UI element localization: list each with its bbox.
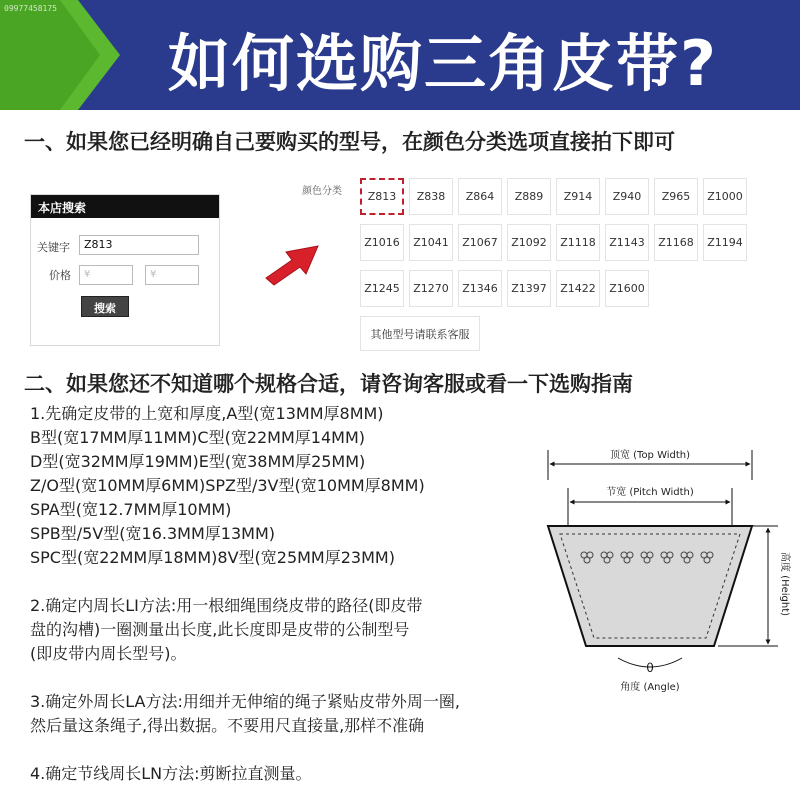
color-category-label: 颜色分类 [302,186,342,197]
guide-line: (即皮带内周长型号)。 [30,644,187,663]
color-option[interactable]: Z1194 [703,224,747,261]
section-2-heading: 二、如果您还不知道哪个规格合适，请咨询客服或看一下选购指南 [24,372,633,396]
guide-spacer [30,570,530,594]
price-min-input[interactable]: ¥ [79,265,133,285]
watermark-text: 09977458175 [4,4,57,13]
color-option[interactable]: Z1397 [507,270,551,307]
price-label: 价格 [49,269,71,282]
pitch-width-label: 节宽 (Pitch Width) [606,487,694,498]
color-option[interactable]: Z1168 [654,224,698,261]
color-option[interactable]: Z1000 [703,178,747,215]
angle-label: 角度 (Angle) [620,682,680,693]
guide-line: SPC型(宽22MM厚18MM)8V型(宽25MM厚23MM) [30,548,395,567]
guide-line: 1.先确定皮带的上宽和厚度,A型(宽13MM厚8MM) [30,404,384,423]
color-option[interactable]: Z914 [556,178,600,215]
green-chevron-decoration [0,0,120,110]
color-option[interactable]: Z1270 [409,270,453,307]
store-search-panel [30,194,220,346]
guide-line: SPA型(宽12.7MM厚10MM) [30,500,232,519]
red-arrow-icon [262,240,324,286]
belt-trapezoid [548,526,752,646]
page-title: 如何选购三角皮带? [168,27,718,100]
title-banner [0,0,800,110]
color-option[interactable]: Z1118 [556,224,600,261]
guide-spacer [30,738,530,762]
section-1-heading: 一、如果您已经明确自己要购买的型号，在颜色分类选项直接拍下即可 [24,130,675,154]
store-search-header: 本店搜索 [31,195,219,218]
color-option[interactable]: Z1067 [458,224,502,261]
guide-line: D型(宽32MM厚19MM)E型(宽38MM厚25MM) [30,452,366,471]
color-option[interactable]: Z864 [458,178,502,215]
color-option[interactable]: Z889 [507,178,551,215]
guide-line: 3.确定外周长LA方法:用细并无伸缩的绳子紧贴皮带外周一圈, [30,692,460,711]
color-option[interactable]: Z1422 [556,270,600,307]
search-button[interactable]: 搜索 [81,296,129,317]
color-option[interactable]: Z1016 [360,224,404,261]
guide-line: 4.确定节线周长LN方法:剪断拉直测量。 [30,764,312,783]
guide-line: B型(宽17MM厚11MM)C型(宽22MM厚14MM) [30,428,365,447]
keyword-input[interactable]: Z813 [79,235,199,255]
color-option[interactable]: 其他型号请联系客服 [360,316,480,351]
color-option[interactable]: Z940 [605,178,649,215]
guide-spacer [30,666,530,690]
guide-line: Z/O型(宽10MM厚6MM)SPZ型/3V型(宽10MM厚8MM) [30,476,425,495]
belt-cross-section-diagram [538,440,800,700]
color-option[interactable]: Z1346 [458,270,502,307]
keyword-label: 关键字 [37,241,70,254]
guide-line: SPB型/5V型(宽16.3MM厚13MM) [30,524,275,543]
height-label: 高度 (Height) [779,552,790,617]
purchase-guide-text [30,402,530,786]
angle-symbol: θ [646,661,654,675]
color-option[interactable]: Z838 [409,178,453,215]
color-option[interactable]: Z813 [360,178,404,215]
color-option[interactable]: Z1143 [605,224,649,261]
color-option[interactable]: Z1092 [507,224,551,261]
color-option[interactable]: Z965 [654,178,698,215]
top-width-label: 顶宽 (Top Width) [609,450,691,461]
color-option[interactable]: Z1245 [360,270,404,307]
color-option[interactable]: Z1041 [409,224,453,261]
guide-line: 然后量这条绳子,得出数据。不要用尺直接量,那样不准确 [30,716,425,735]
guide-line: 盘的沟槽)一圈测量出长度,此长度即是皮带的公制型号 [30,620,410,639]
color-option[interactable]: Z1600 [605,270,649,307]
guide-line: 2.确定内周长LI方法:用一根细绳围绕皮带的路径(即皮带 [30,596,423,615]
price-max-input[interactable]: ¥ [145,265,199,285]
